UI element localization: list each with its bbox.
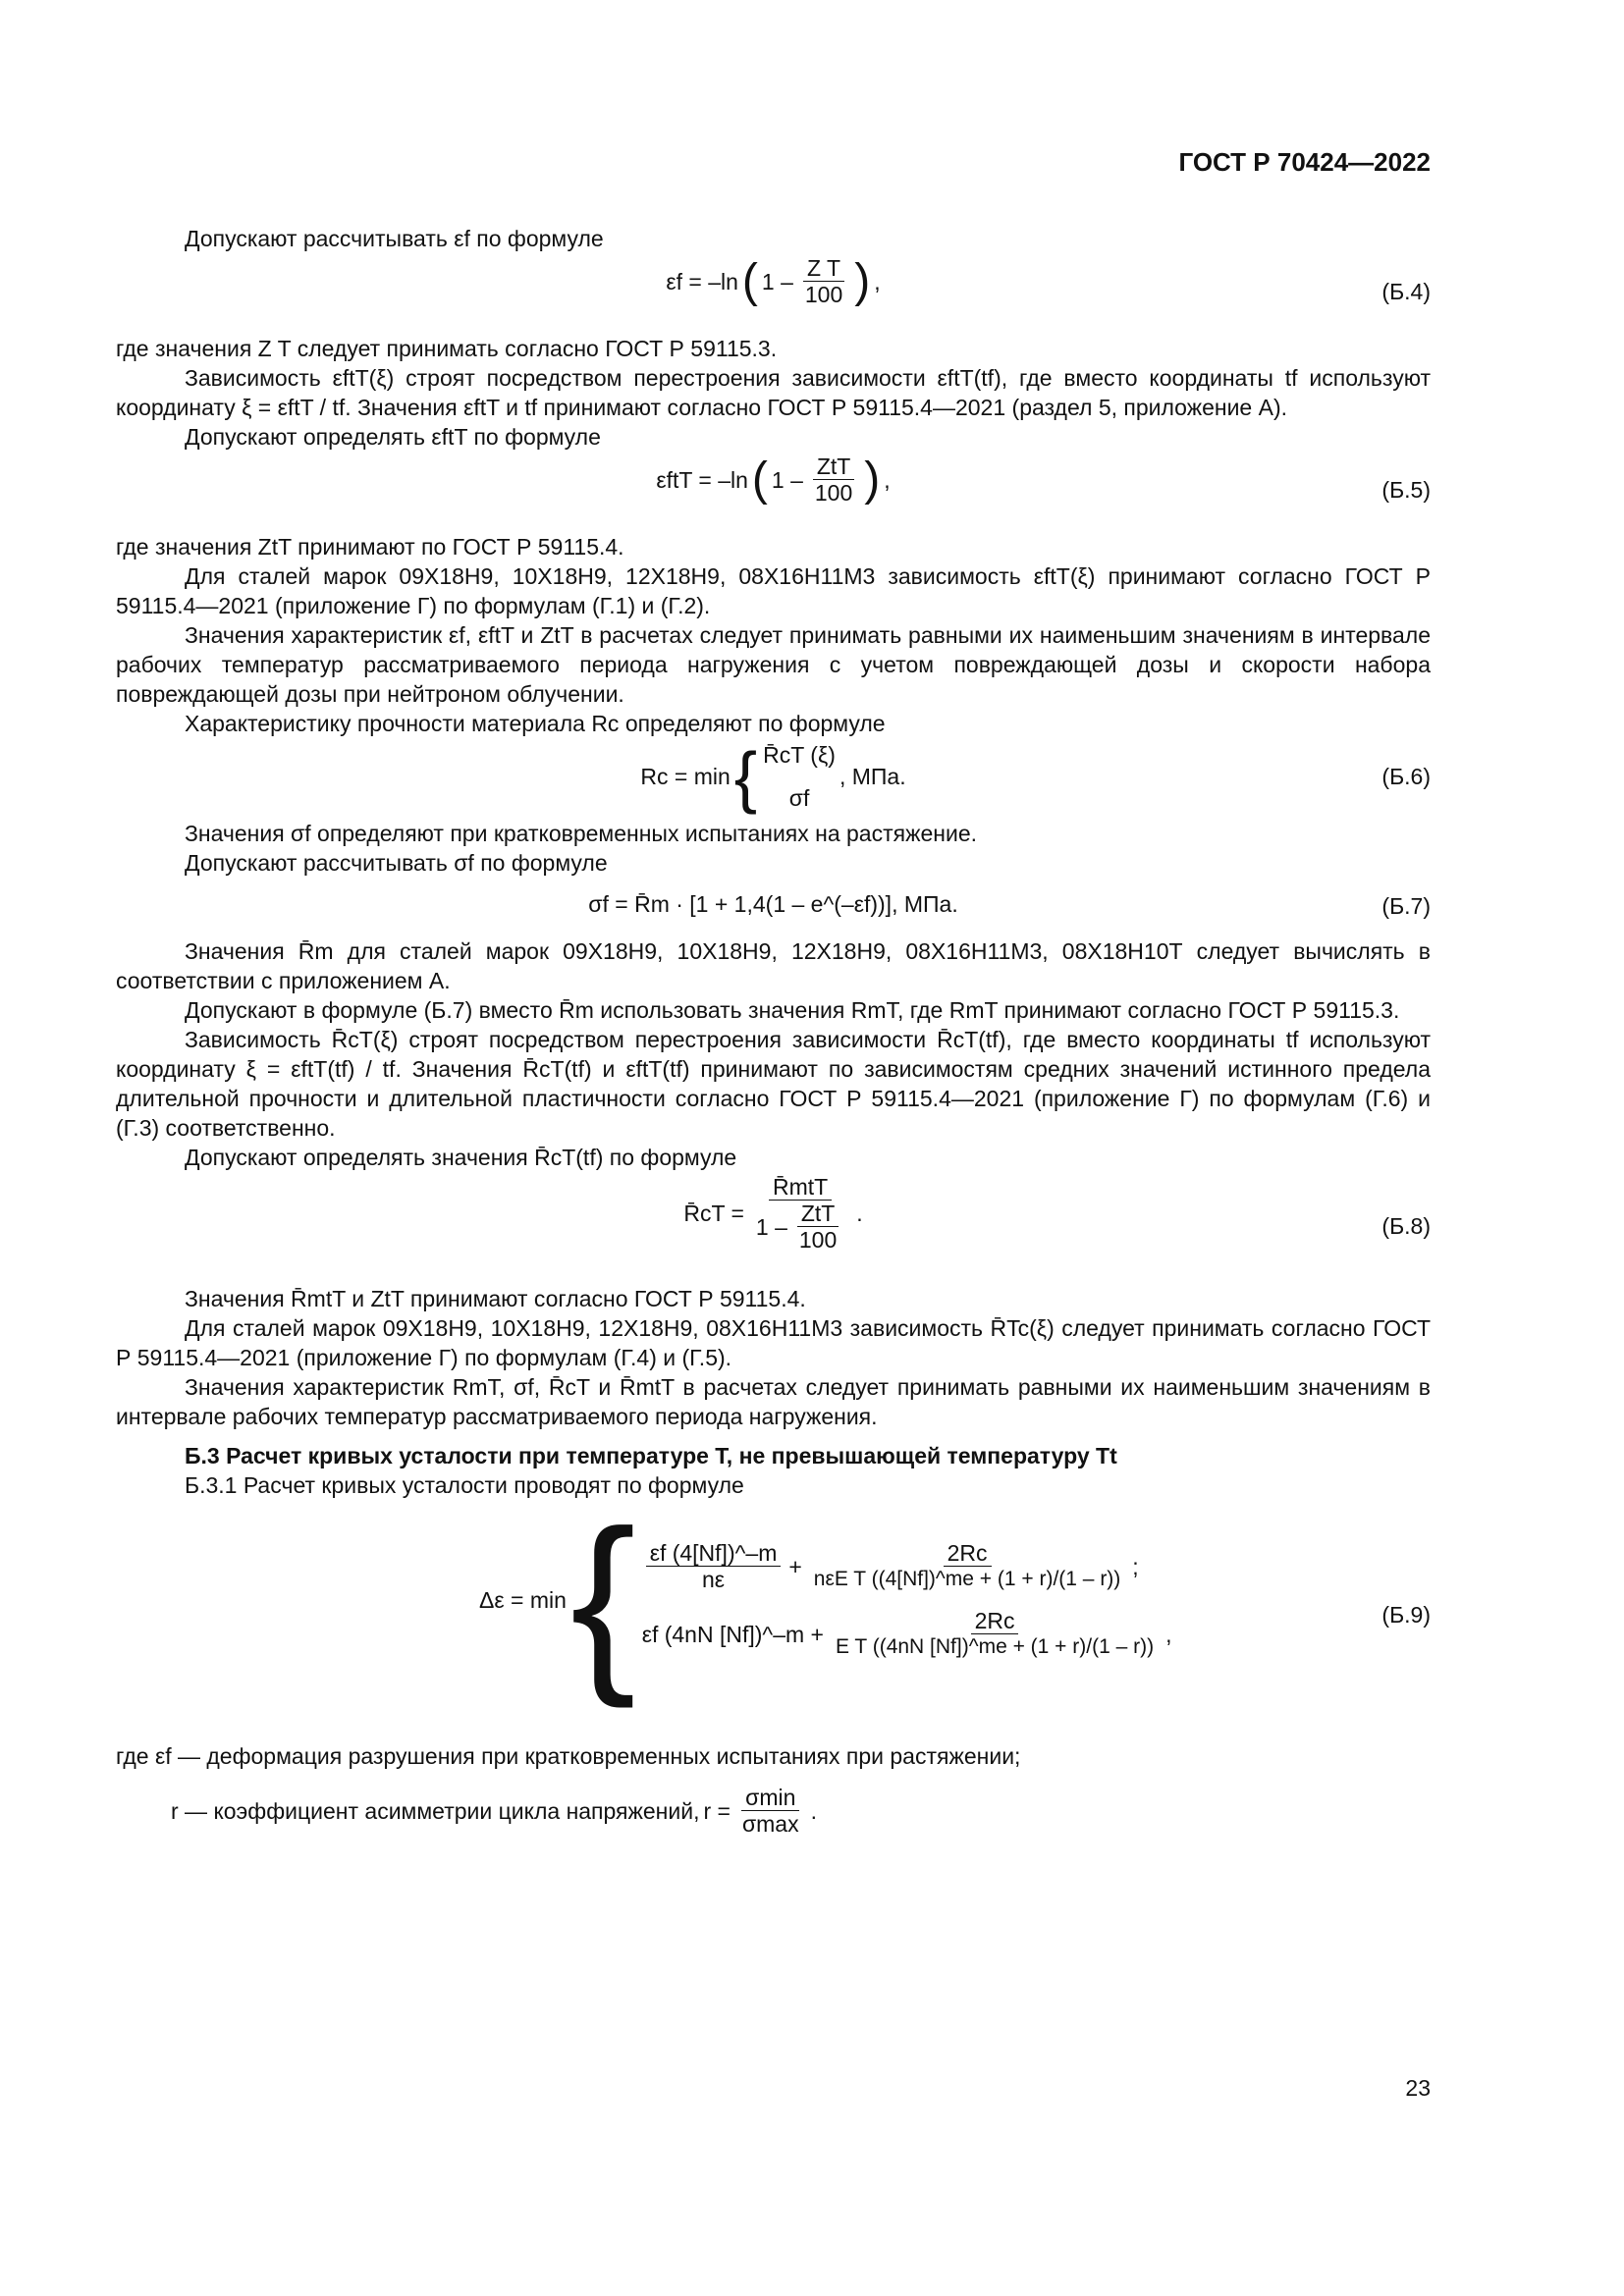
formula-tail: , xyxy=(1165,1621,1172,1647)
fraction-numerator: Z T xyxy=(803,255,844,282)
paragraph: Зависимость εftT(ξ) строят посредством перестроения зависимости εftT(tf), где вместо координаты tf используют координату ξ = εftT / tf. Значения εftT и tf принимают согласно ГОСТ Р 59115.4—2021 (раздел 5, приложение А). xyxy=(116,365,1431,420)
paragraph: Значения характеристик εf, εftT и ZtT в расчетах следует принимать равными их наименьшим значениям в интервале рабочих температур рассматриваемого периода нагружения с учетом повреждающей дозы и скорости набора повреждающей дозы при нейтроном облучении. xyxy=(116,622,1431,707)
formula-tail: ; xyxy=(1132,1553,1139,1579)
formula-case: R̄cT (ξ) xyxy=(763,742,836,768)
formula-fraction xyxy=(752,1174,848,1253)
formula-case-2 xyxy=(642,1608,1172,1660)
paragraph: Значения σf определяют при кратковременных испытаниях на растяжение. xyxy=(185,821,977,846)
fraction-denominator: nεE T ((4[Nf])^me + (1 + r)/(1 – r)) xyxy=(813,1568,1121,1590)
page-number: 23 xyxy=(1405,2075,1431,2101)
paragraph: Значения R̄mtT и ZtT принимают согласно ГОСТ Р 59115.4. xyxy=(185,1286,806,1311)
formula-number: (Б.7) xyxy=(1381,893,1431,919)
formula-expression: σf = R̄m · [1 + 1,4(1 – e^(–εf))], МПа. xyxy=(588,891,958,917)
fraction-numerator: ZtT xyxy=(813,454,855,480)
formula-b5: εftT = –ln ( 1 – $\frac{\text{ZtT}}{100}$ ) , (Б.5) xyxy=(656,453,1431,506)
paragraph: Характеристику прочности материала Rc определяют по формуле xyxy=(185,711,886,736)
paragraph: Б.3.1 Расчет кривых усталости проводят по формуле xyxy=(185,1472,744,1498)
formula-term: 1 – xyxy=(771,466,803,493)
formula-tail: , xyxy=(874,268,881,294)
formula-tail: , xyxy=(884,466,891,493)
formula-tail: . xyxy=(856,1201,863,1226)
formula-b9: Δε = min { $\frac{\varepsilon f (4[Nf])\^{}-m}{n\varepsilon}$ + $\frac{2Rc}{\text{nεE T ((4[Nf])\textasciicircum{}me + (1 + r)/(1 – r))}}$ ; εf (4nN [Nf])^–m + $\frac{2Rc}{\text{E T ((4nN [Nf])\textasciicircum{}me + (1 + r)/(1 – r))}}$ , (Б.9) xyxy=(479,1490,1431,1709)
formula-b7 xyxy=(116,880,1431,934)
formula-unit: , МПа. xyxy=(839,764,906,789)
document-standard-header: ГОСТ Р 70424—2022 xyxy=(1178,147,1431,177)
section-heading: Б.3 Расчет кривых усталости при температуре T, не превышающей температуру Tt xyxy=(185,1443,1117,1468)
paragraph: Зависимость R̄cT(ξ) строят посредством перестроения зависимости R̄cT(tf), где вместо координаты tf используют координату ξ = εftT(tf) / tf. Значения R̄cT(tf) и εftT(tf) принимают по зависимостям средних значений истинного предела длительной прочности и длительной пластичности согласно ГОСТ Р 59115.4—2021 (приложение Г) по формулам (Г.6) и (Г.3) соответственно. xyxy=(116,1027,1431,1141)
formula-number: (Б.6) xyxy=(1381,764,1431,789)
fraction-numerator: εf (4[Nf])^–m xyxy=(646,1540,782,1567)
formula-lhs: εftT = –ln xyxy=(656,466,748,493)
formula-lhs: Rc = min xyxy=(640,764,731,789)
paragraph: Значения характеристик RmT, σf, R̄cT и R̄mtT в расчетах следует принимать равными их наименьшим значениям в интервале рабочих температур рассматриваемого периода нагружения. xyxy=(116,1374,1431,1429)
paragraph: Допускают в формуле (Б.7) вместо R̄m использовать значения RmT, где RmT принимают согласно ГОСТ Р 59115.3. xyxy=(185,997,1400,1023)
formula-lhs: Δε = min xyxy=(479,1587,567,1613)
formula-lhs: r = xyxy=(703,1797,731,1824)
definition: где εf — деформация разрушения при кратковременных испытаниях при растяжении; xyxy=(116,1743,1021,1769)
fraction-denominator: nε xyxy=(702,1567,726,1592)
fraction-denominator: 100 xyxy=(804,282,843,307)
fraction-denominator: 100 xyxy=(798,1227,838,1253)
nested-fraction xyxy=(795,1201,840,1253)
formula-fraction xyxy=(811,454,856,506)
formula-lhs: R̄cT = xyxy=(683,1201,744,1226)
paragraph: Допускают определять значения R̄cT(tf) по формуле xyxy=(185,1145,737,1170)
formula-case-1 xyxy=(642,1540,1172,1592)
formula-number: (Б.8) xyxy=(1381,1213,1431,1239)
paragraph: Значения R̄m для сталей марок 09Х18Н9, 10Х18Н9, 12Х18Н9, 08Х16Н11М3, 08Х18Н10Т следует вычислять в соответствии с приложением А. xyxy=(116,938,1431,993)
paragraph: Для сталей марок 09Х18Н9, 10Х18Н9, 12Х18Н9, 08Х16Н11М3 зависимость εftT(ξ) принимают согласно ГОСТ Р 59115.4—2021 (приложение Г) по формулам (Г.1) и (Г.2). xyxy=(116,563,1431,618)
paragraph: Допускают рассчитывать σf по формуле xyxy=(185,850,608,876)
formula-term: 1 – xyxy=(761,268,793,294)
formula-tail: . xyxy=(810,1797,817,1824)
fraction-denominator xyxy=(752,1201,848,1253)
formula-b8 xyxy=(116,1174,1431,1282)
formula-number: (Б.9) xyxy=(1381,1602,1431,1628)
fraction-denominator: 100 xyxy=(814,480,853,506)
formula-b4: εf = –ln ( 1 – $\frac{\text{Z T}}{100}$ ) , (Б.4) xyxy=(666,254,1431,307)
definition-text: r — коэффициент асимметрии цикла напряжений, xyxy=(171,1797,700,1824)
fraction-denominator: σmax xyxy=(741,1811,799,1837)
fraction-numerator: 2Rc xyxy=(944,1540,992,1567)
definition xyxy=(116,1785,1431,1837)
formula-b6: Rc = min { R̄cT (ξ) σf , МПа. (Б.6) xyxy=(640,738,1431,815)
formula-number: (Б.5) xyxy=(1381,477,1431,503)
formula-term: εf (4nN [Nf])^–m + xyxy=(641,1621,824,1647)
paragraph: Допускают определять εftT по формуле xyxy=(185,424,601,450)
formula-term: 1 – xyxy=(755,1213,787,1240)
formula-lhs: εf = –ln xyxy=(666,268,738,294)
formula-fraction xyxy=(801,255,846,307)
formula-number: (Б.4) xyxy=(1381,279,1431,304)
formula-case: σf xyxy=(788,785,810,811)
fraction-denominator: E T ((4nN [Nf])^me + (1 + r)/(1 – r)) xyxy=(835,1635,1155,1658)
fraction-numerator: ZtT xyxy=(797,1201,839,1227)
paragraph: где значения ZtT принимают по ГОСТ Р 59115.4. xyxy=(116,534,624,560)
fraction-numerator: R̄mtT xyxy=(769,1174,832,1201)
definitions xyxy=(116,1741,1431,1837)
paragraph: где значения Z T следует принимать согласно ГОСТ Р 59115.3. xyxy=(116,336,778,361)
paragraph: Для сталей марок 09Х18Н9, 10Х18Н9, 12Х18Н9, 08Х16Н11М3 зависимость R̄Tc(ξ) следует принимать согласно ГОСТ Р 59115.4—2021 (приложение Г) по формулам (Г.4) и (Г.5). xyxy=(116,1315,1431,1370)
formula-operator: + xyxy=(788,1553,802,1579)
fraction-numerator: 2Rc xyxy=(971,1608,1019,1634)
fraction-numerator: σmin xyxy=(741,1785,799,1811)
paragraph: Допускают рассчитывать εf по формуле xyxy=(185,226,604,251)
page-body xyxy=(116,224,1431,1837)
